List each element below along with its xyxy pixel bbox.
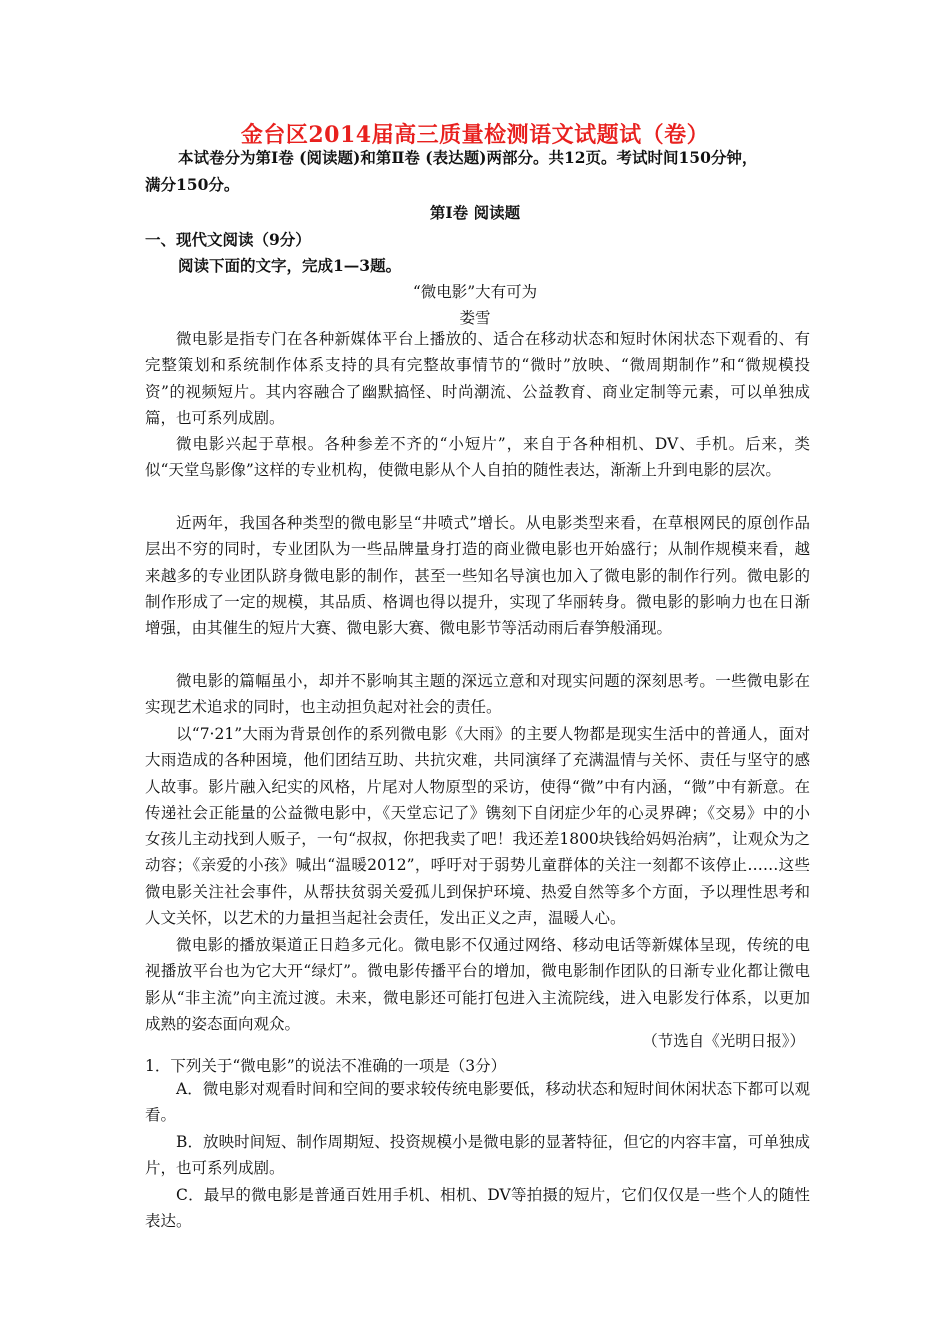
- intro-line-2: 满分150分。: [145, 175, 240, 194]
- article-paragraph: 微电影是指专门在各种新媒体平台上播放的、适合在移动状态和短时休闲状态下观看的、有完整策划和系统制作体系支持的具有完整故事情节的“微时”放映、“微周期制作”和“微规模投资”的视频短片。其内容融合了幽默搞怪、时尚潮流、公益教育、商业定制等元素，可以单独成篇，也可系列成剧。: [145, 330, 810, 427]
- exam-title: 金台区2014届高三质量检测语文试题试（卷）: [240, 122, 710, 148]
- article-paragraph: 以“7·21”大雨为背景创作的系列微电影《大雨》的主要人物都是现实生活中的普通人，面对大雨造成的各种困境，他们团结互助、共抗灾难，共同演绎了充满温情与关怀、责任与坚守的感人故事。影片融入纪实的风格，片尾对人物原型的采访，使得“微”中有内涵，“微”中有新意。在传递社会正能量的公益微电影中，《天堂忘记了》镌刻下自闭症少年的心灵界碑；《交易》中的小女孩儿主动找到人贩子，一句“叔叔，你把我卖了吧！我还差1800块钱给妈妈治病”，让观众为之动容；《亲爱的小孩》喊出“温暖2012”，呼吁对于弱势儿童群体的关注一刻都不该停止……这些微电影关注社会事件，从帮扶贫弱关爱孤儿到保护环境、热爱自然等多个方面，予以理性思考和人文关怀，以艺术的力量担当起社会责任，发出正义之声，温暖人心。: [145, 725, 810, 928]
- article-title: “微电影”大有可为: [412, 283, 538, 301]
- article-author: 娄雪: [459, 309, 491, 327]
- section-heading: 第Ⅰ卷 阅读题: [429, 203, 521, 222]
- article-source: （节选自《光明日报》）: [642, 1032, 805, 1050]
- question-1-stem: 1．下列关于“微电影”的说法不准确的一项是（3分）: [145, 1057, 507, 1075]
- question-1-option-b: B．放映时间短、制作周期短、投资规模小是微电影的显著特征，但它的内容丰富，可单独成片，也可系列成剧。: [145, 1133, 810, 1178]
- question-1-option-a: A．微电影对观看时间和空间的要求较传统电影要低，移动状态和短时间休闲状态下都可以观看。: [145, 1080, 810, 1125]
- article-paragraph: 微电影兴起于草根。各种参差不齐的“小短片”，来自于各种相机、DV、手机。后来，类似“天堂鸟影像”这样的专业机构，使微电影从个人自拍的随性表达，渐渐上升到电影的层次。: [145, 435, 810, 480]
- part1-heading: 一、现代文阅读（9分）: [145, 230, 311, 249]
- article-paragraph: 微电影的篇幅虽小，却并不影响其主题的深远立意和对现实问题的深刻思考。一些微电影在实现艺术追求的同时，也主动担负起对社会的责任。: [145, 672, 810, 717]
- intro-line-1: 本试卷分为第Ⅰ卷 (阅读题)和第Ⅱ卷 (表达题)两部分。共12页。考试时间150分钟，: [178, 148, 758, 167]
- article-paragraph: 微电影的播放渠道正日趋多元化。微电影不仅通过网络、移动电话等新媒体呈现，传统的电视播放平台也为它大开“绿灯”。微电影传播平台的增加，微电影制作团队的日渐专业化都让微电影从“非主流”向主流过渡。未来，微电影还可能打包进入主流院线，进入电影发行体系，以更加成熟的姿态面向观众。: [145, 936, 810, 1033]
- question-1-option-c: C．最早的微电影是普通百姓用手机、相机、DV等拍摄的短片，它们仅仅是一些个人的随性表达。: [145, 1186, 810, 1231]
- article-paragraph: 近两年，我国各种类型的微电影呈“井喷式”增长。从电影类型来看，在草根网民的原创作品层出不穷的同时，专业团队为一些品牌量身打造的商业微电影也开始盛行；从制作规模来看，越来越多的专业团队跻身微电影的制作，甚至一些知名导演也加入了微电影的制作行列。微电影的制作形成了一定的规模，其品质、格调也得以提升，实现了华丽转身。微电影的影响力也在日渐增强，由其催生的短片大赛、微电影大赛、微电影节等活动雨后春笋般涌现。: [145, 514, 810, 638]
- part1-instruction: 阅读下面的文字，完成1—3题。: [178, 256, 402, 275]
